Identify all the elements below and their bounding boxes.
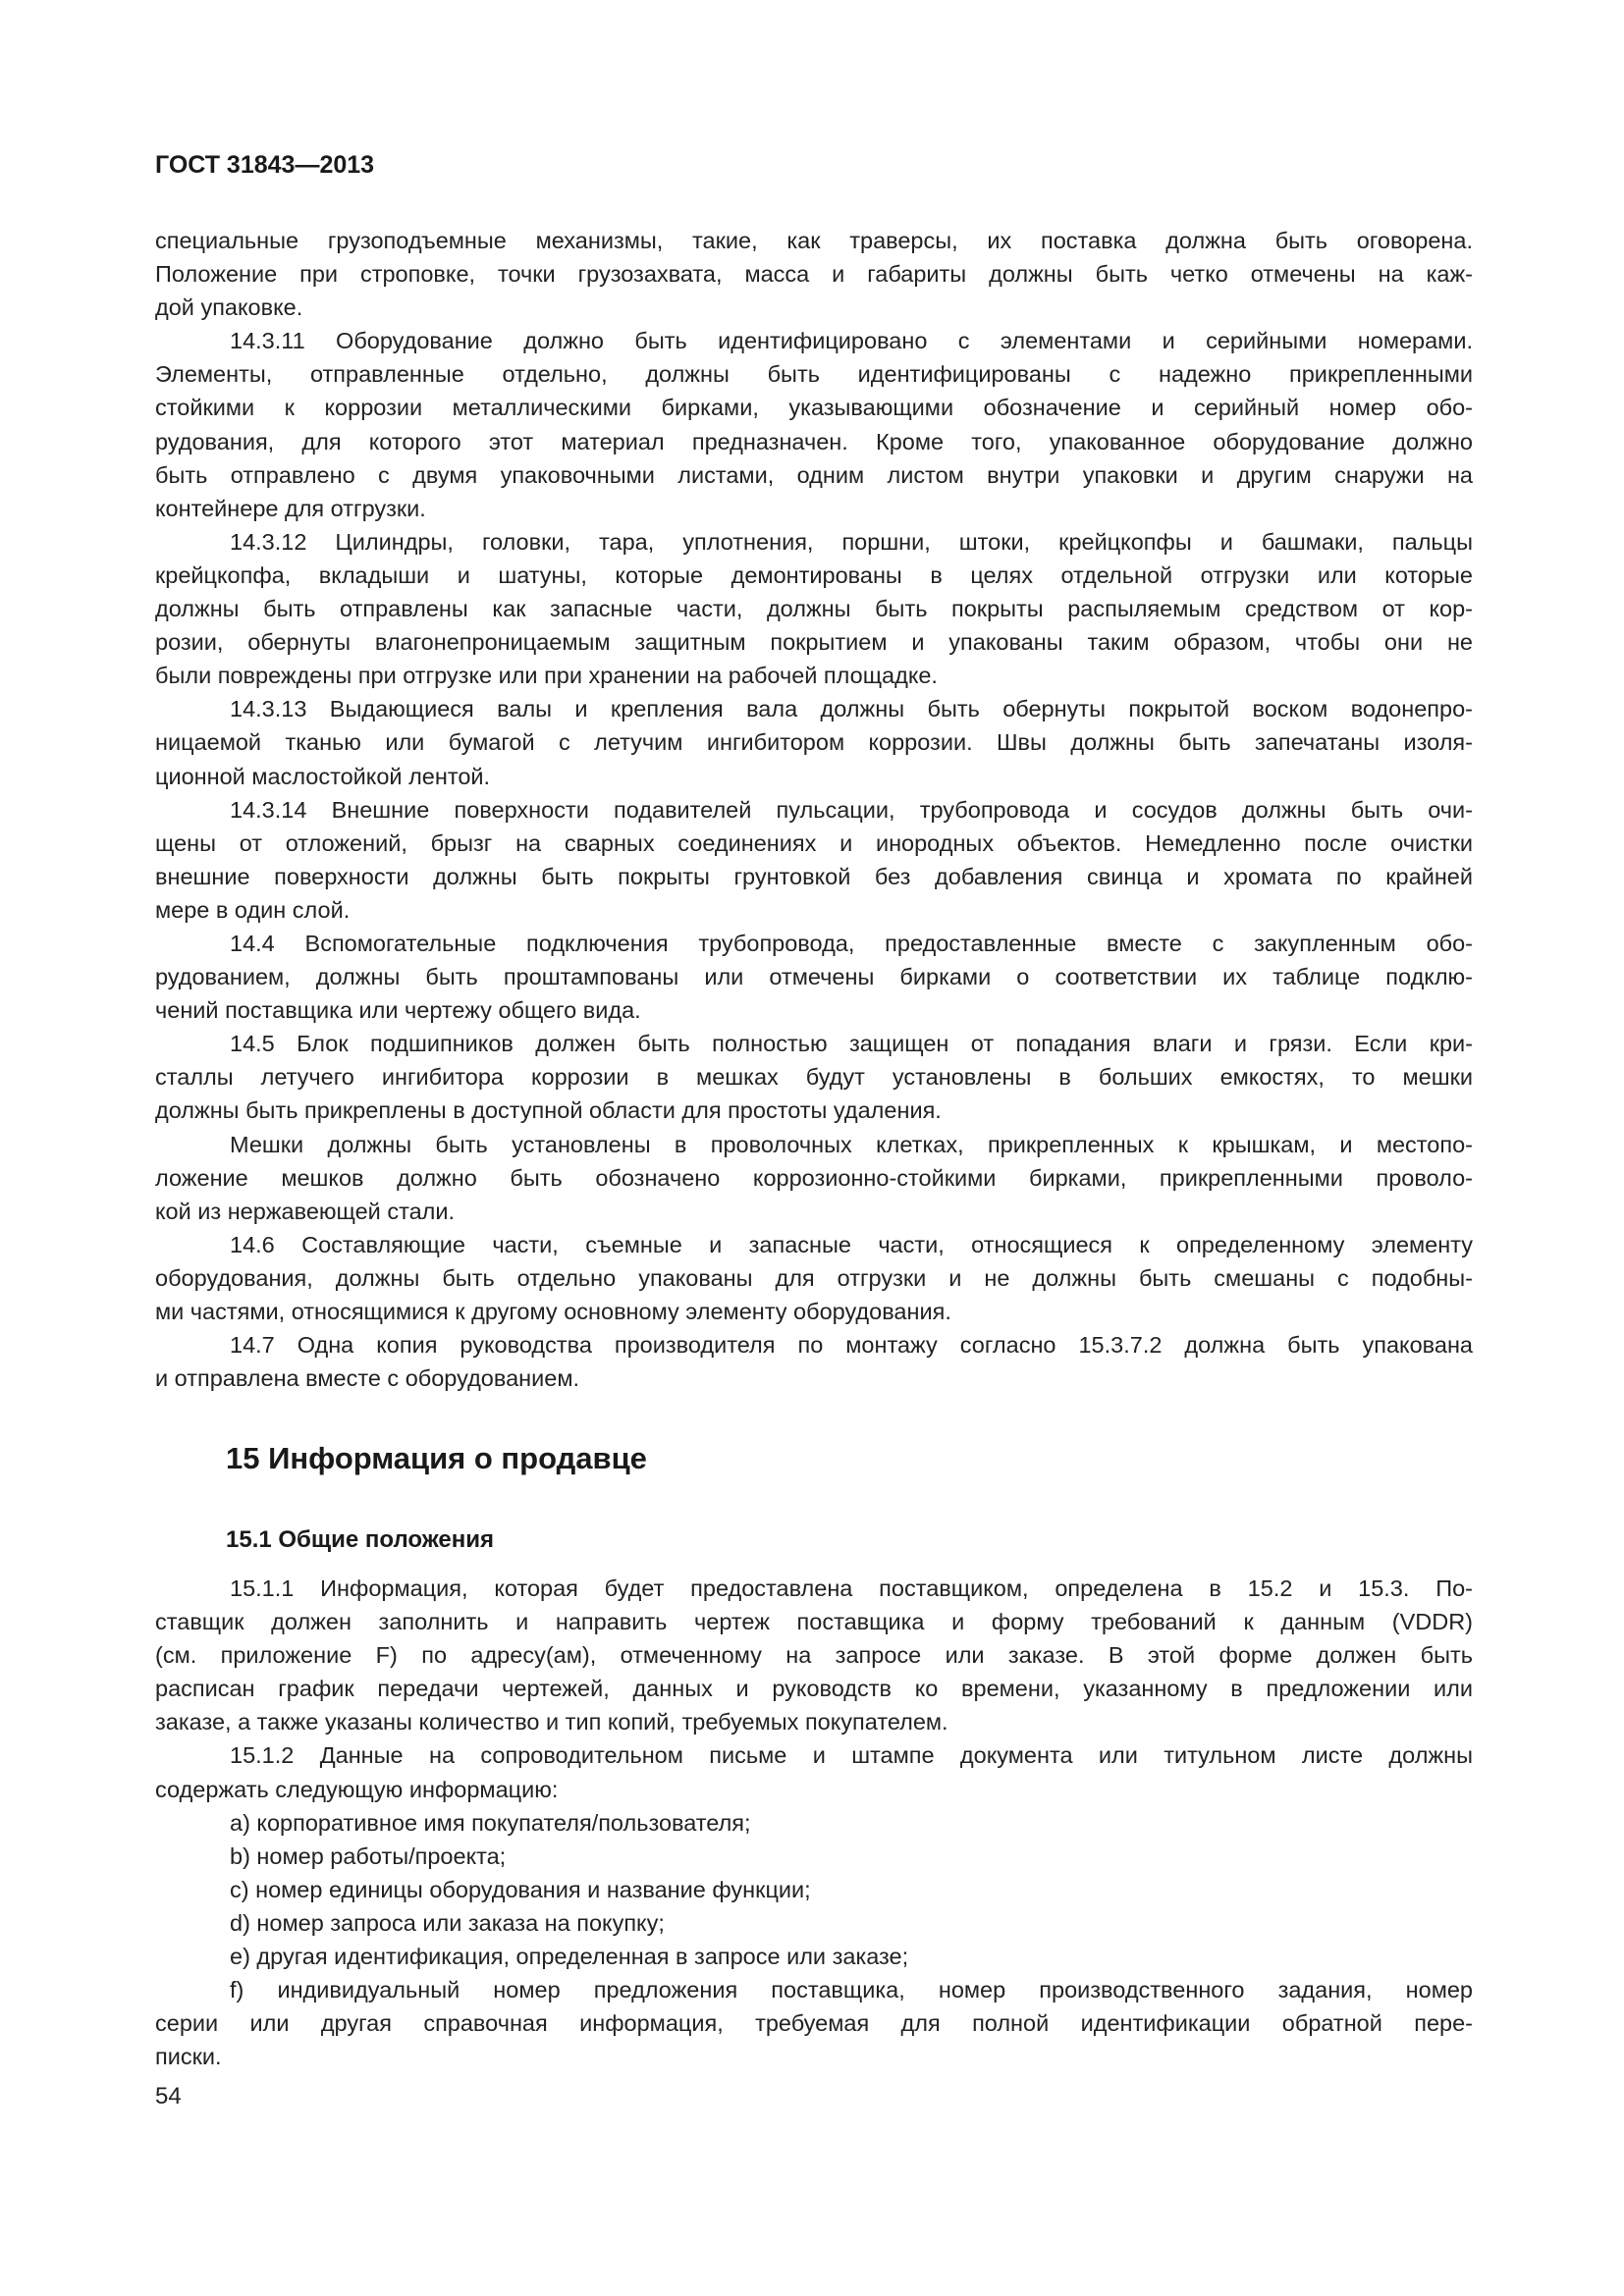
paragraph (155, 1806, 1473, 1840)
text-line: ставщик должен заполнить и направить чертеж поставщика и форму требований к данным (VDDR) (155, 1609, 1473, 1635)
text-line: рудованием, должны быть проштампованы или отмечены бирками о соответствии их таблице подклю- (155, 964, 1473, 990)
text-line: контейнере для отгрузки. (155, 495, 426, 521)
text-line: a) корпоративное имя покупателя/пользователя; (230, 1809, 751, 1836)
text-line: 14.3.11 Оборудование должно быть идентифицировано с элементами и серийными номерами. (230, 328, 1473, 354)
text-line: рудования, для которого этот материал предназначен. Кроме того, упакованное оборудование должно (155, 428, 1473, 454)
text-line: внешние поверхности должны быть покрыты грунтовкой без добавления свинца и хромата по крайней (155, 863, 1473, 889)
text-line: сталлы летучего ингибитора коррозии в мешках будут установлены в больших емкостях, то мешки (155, 1064, 1473, 1091)
text-line: 14.7 Одна копия руководства производителя по монтажу согласно 15.3.7.2 должна быть упакована (230, 1332, 1473, 1359)
text-line: оборудования, должны быть отдельно упакованы для отгрузки и не должны быть смешаны с подобны- (155, 1264, 1473, 1291)
text-line: 14.3.12 Цилиндры, головки, тара, уплотнения, поршни, штоки, крейцкопфы и башмаки, пальцы (230, 528, 1473, 555)
text-line: быть отправлено с двумя упаковочными листами, одним листом внутри упаковки и другим снаружи на (155, 461, 1473, 488)
body-text-part2 (155, 1572, 1473, 2073)
text-line: должны быть отправлены как запасные части, должны быть покрыты распыляемым средством от кор- (155, 596, 1473, 622)
text-line: 14.4 Вспомогательные подключения трубопровода, предоставленные вместе с закупленным обо- (230, 930, 1473, 956)
paragraph (155, 1328, 1473, 1395)
text-line: d) номер запроса или заказа на покупку; (230, 1909, 665, 1936)
text-line: должны быть прикреплены в доступной области для простоты удаления. (155, 1097, 942, 1124)
text-line: щены от отложений, брызг на сварных соединениях и инородных объектов. Немедленно после очистки (155, 829, 1473, 856)
text-line: (см. приложение F) по адресу(ам), отмеченному на запросе или заказе. В этой форме должен быть (155, 1642, 1473, 1669)
paragraph (155, 1906, 1473, 1940)
text-line: мере в один слой. (155, 896, 351, 923)
text-line: содержать следующую информацию: (155, 1776, 559, 1802)
text-line: крейцкопфа, вкладыши и шатуны, которые демонтированы в целях отдельной отгрузки или которые (155, 561, 1473, 588)
text-line: серии или другая справочная информация, требуемая для полной идентификации обратной пере- (155, 2010, 1473, 2037)
section-heading: 15 Информация о продавце (226, 1441, 647, 1475)
page-number: 54 (155, 2083, 182, 2109)
text-line: c) номер единицы оборудования и название функции; (230, 1876, 811, 1902)
text-line: 14.3.14 Внешние поверхности подавителей пульсации, трубопровода и сосудов должны быть очи- (230, 796, 1473, 823)
text-line: 15.1.2 Данные на сопроводительном письме и штампе документа или титульном листе должны (230, 1742, 1473, 1769)
paragraph (155, 1228, 1473, 1328)
text-line: 14.3.13 Выдающиеся валы и крепления вала должны быть обернуты покрытой воском водонепро- (230, 696, 1473, 722)
paragraph (155, 1940, 1473, 1973)
text-line: заказе, а также указаны количество и тип копий, требуемых покупателем. (155, 1709, 948, 1735)
text-line: были повреждены при отгрузке или при хранении на рабочей площадке. (155, 663, 938, 689)
text-line: кой из нержавеющей стали. (155, 1198, 456, 1224)
text-line: ницаемой тканью или бумагой с летучим ингибитором коррозии. Швы должны быть запечатаны изоля- (155, 729, 1473, 756)
subsection-heading: 15.1 Общие положения (226, 1526, 495, 1553)
text-line: специальные грузоподъемные механизмы, такие, как траверсы, их поставка должна быть оговорена. (155, 228, 1473, 253)
paragraph (155, 1128, 1473, 1228)
text-line: и отправлена вместе с оборудованием. (155, 1365, 580, 1392)
text-line: Мешки должны быть установлены в проволочных клетках, прикрепленных к крышкам, и местопо- (230, 1131, 1473, 1157)
document-header: ГОСТ 31843—2013 (155, 151, 375, 179)
text-line: 14.5 Блок подшипников должен быть полностью защищен от попадания влаги и грязи. Если кри- (230, 1031, 1473, 1057)
text-line: расписан график передачи чертежей, данных и руководств ко времени, указанному в предложении или (155, 1676, 1473, 1702)
text-line: ложение мешков должно быть обозначено коррозионно-стойкими бирками, прикрепленными проволо- (155, 1164, 1473, 1191)
text-line: ми частями, относящимися к другому основному элементу оборудования. (155, 1299, 951, 1324)
text-line: чений поставщика или чертежу общего вида. (155, 997, 641, 1024)
paragraph (155, 692, 1473, 792)
text-line: Элементы, отправленные отдельно, должны быть идентифицированы с надежно прикрепленными (155, 361, 1473, 388)
paragraph (155, 525, 1473, 692)
paragraph (155, 1973, 1473, 2073)
paragraph (155, 324, 1473, 525)
text-line: 14.6 Составляющие части, съемные и запасные части, относящиеся к определенному элементу (230, 1231, 1473, 1257)
text-line: Положение при строповке, точки грузозахвата, масса и габариты должны быть четко отмечены на каж- (155, 261, 1473, 288)
text-line: стойкими к коррозии металлическими бирками, указывающими обозначение и серийный номер обо- (155, 395, 1473, 421)
text-line: писки. (155, 2044, 222, 2070)
text-line: 15.1.1 Информация, которая будет предоставлена поставщиком, определена в 15.2 и 15.3. По- (230, 1575, 1473, 1601)
body-text-part1 (155, 224, 1473, 1395)
text-line: e) другая идентификация, определенная в запросе или заказе; (230, 1944, 909, 1970)
paragraph (155, 1840, 1473, 1873)
paragraph (155, 1572, 1473, 1738)
text-line: дой упаковке. (155, 294, 303, 321)
paragraph (155, 793, 1473, 927)
paragraph (155, 1873, 1473, 1906)
paragraph (155, 1738, 1473, 1805)
text-line: ционной маслостойкой лентой. (155, 763, 491, 789)
text-line: розии, обернуты влагонепроницаемым защитным покрытием и упакованы таким образом, чтобы они не (155, 629, 1473, 656)
text-line: b) номер работы/проекта; (230, 1842, 507, 1869)
paragraph (155, 224, 1473, 324)
paragraph (155, 1027, 1473, 1127)
paragraph (155, 927, 1473, 1027)
text-line: f) индивидуальный номер предложения поставщика, номер производственного задания, номер (230, 1977, 1473, 2003)
